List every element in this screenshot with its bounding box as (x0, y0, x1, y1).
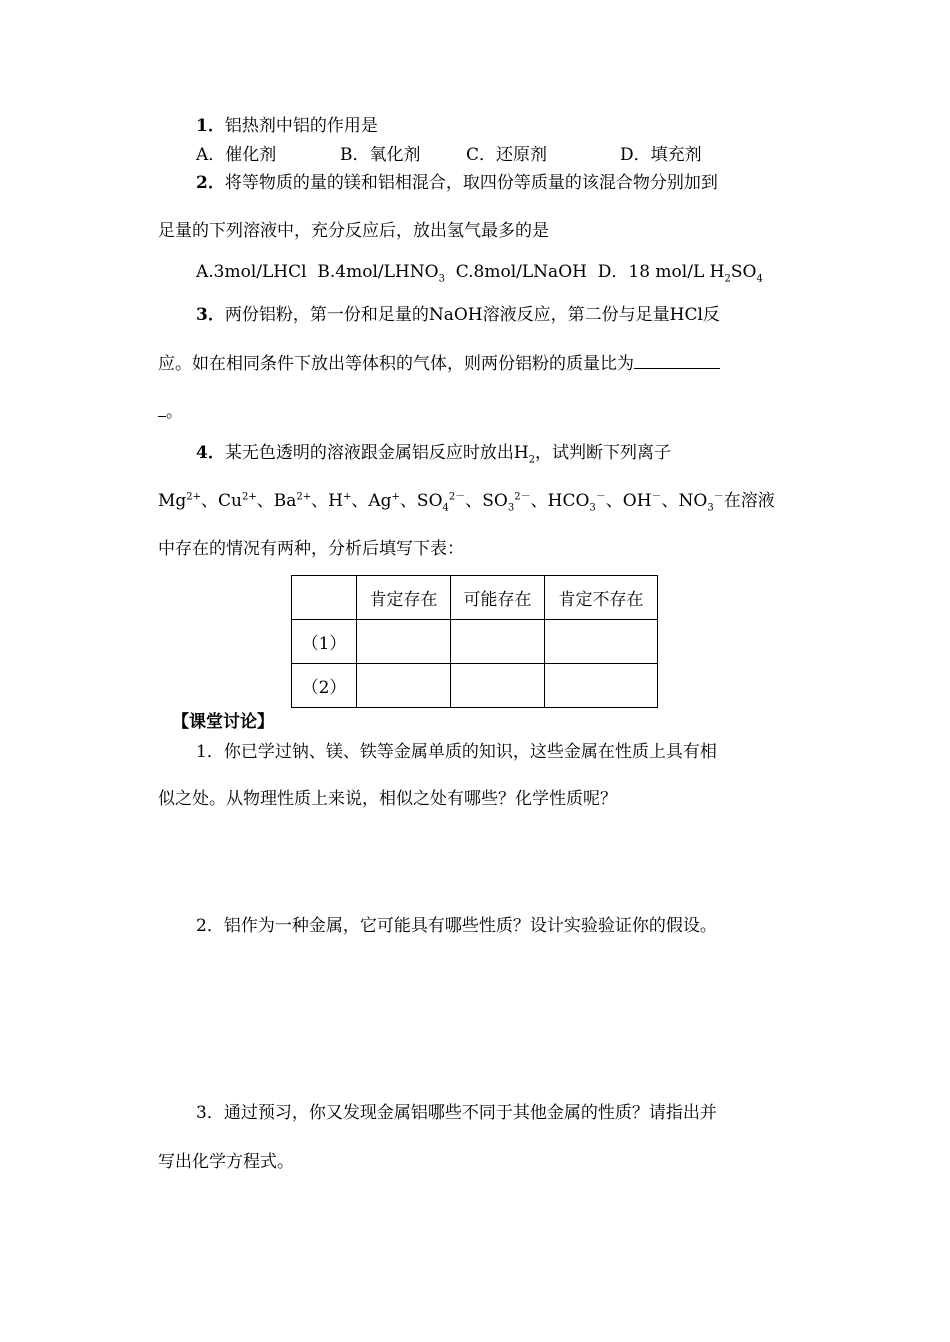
question-3-line2: 应。如在相同条件下放出等体积的气体，则两份铝粉的质量比为 (158, 351, 720, 376)
question-4-line3: 中存在的情况有两种，分析后填写下表： (158, 539, 464, 559)
table-header-cell: 肯定不存在 (545, 576, 658, 620)
section-heading: 【课堂讨论】 (172, 712, 274, 732)
row-label: （2） (292, 664, 357, 708)
question-1-stem (196, 114, 378, 138)
discussion-2: 2．铝作为一种金属，它可能具有哪些性质？设计实验验证你的假设。 (196, 916, 717, 936)
discussion-1-line2: 似之处。从物理性质上来说，相似之处有哪些？化学性质呢？ (158, 789, 617, 809)
ion-answer-table (291, 575, 658, 708)
answer-cell[interactable] (545, 664, 658, 708)
question-1-options (196, 143, 716, 167)
question-text: 将等物质的量的镁和铝相混合，取四份等质量的该混合物分别加到 (224, 173, 718, 193)
answer-cell[interactable] (357, 664, 451, 708)
question-text: 两份铝粉，第一份和足量的NaOH溶液反应，第二份与足量HCl反 (224, 305, 720, 325)
question-2-stem-line1 (196, 171, 718, 195)
option-d: D．填充剂 (620, 145, 702, 165)
option-a: A.3mol/LHCl (196, 262, 307, 282)
question-number: 2． (196, 173, 225, 193)
answer-cell[interactable] (545, 620, 658, 664)
table-row (292, 620, 658, 664)
question-number: 4． (196, 443, 225, 463)
option-b: B．氧化剂 (340, 145, 421, 165)
discussion-3-line2: 写出化学方程式。 (158, 1152, 294, 1172)
option-c: C．还原剂 (466, 145, 548, 165)
answer-cell[interactable] (357, 620, 451, 664)
option-a: A．催化剂 (196, 145, 277, 165)
question-2-stem-line2: 足量的下列溶液中，充分反应后，放出氢气最多的是 (158, 221, 549, 241)
row-label: （1） (292, 620, 357, 664)
table-header-cell (292, 576, 357, 620)
option-b: $B.4mol/LHNO_3$ (317, 262, 445, 285)
question-2-options (196, 260, 763, 284)
option-d: D．18 mol/L $H_2SO_4$ (597, 262, 763, 285)
question-4-line1: 4．某无色透明的溶液跟金属铝反应时放出$H_2$，试判断下列离子 (196, 443, 672, 466)
discussion-1-line1: 1．你已学过钠、镁、铁等金属单质的知识，这些金属在性质上具有相 (196, 742, 717, 762)
question-number: 3． (196, 305, 225, 325)
table-header-cell: 可能存在 (451, 576, 545, 620)
discussion-3-line1: 3．通过预习，你又发现金属铝哪些不同于其他金属的性质？请指出并 (196, 1103, 717, 1123)
answer-cell[interactable] (451, 664, 545, 708)
question-number: 1． (196, 116, 225, 136)
table-header-row (292, 576, 658, 620)
table-row (292, 664, 658, 708)
option-c: C.8mol/LNaOH (455, 262, 587, 282)
table-header-cell: 肯定存在 (357, 576, 451, 620)
question-4-ion-list: $Mg^{2+}$、$Cu^{2+}$、$Ba^{2+}$、H+、Ag+、$SO_4^{2-}$、$SO_3^{2-}$、$HCO_3^-$、OH－、$NO_3^-$在溶液 (158, 491, 775, 514)
answer-cell[interactable] (451, 620, 545, 664)
answer-blank-continued[interactable] (158, 399, 166, 417)
answer-blank[interactable] (634, 351, 720, 369)
question-3-line1 (196, 303, 720, 327)
question-3-line3: 。 (158, 399, 183, 424)
question-text: 铝热剂中铝的作用是 (224, 116, 378, 136)
